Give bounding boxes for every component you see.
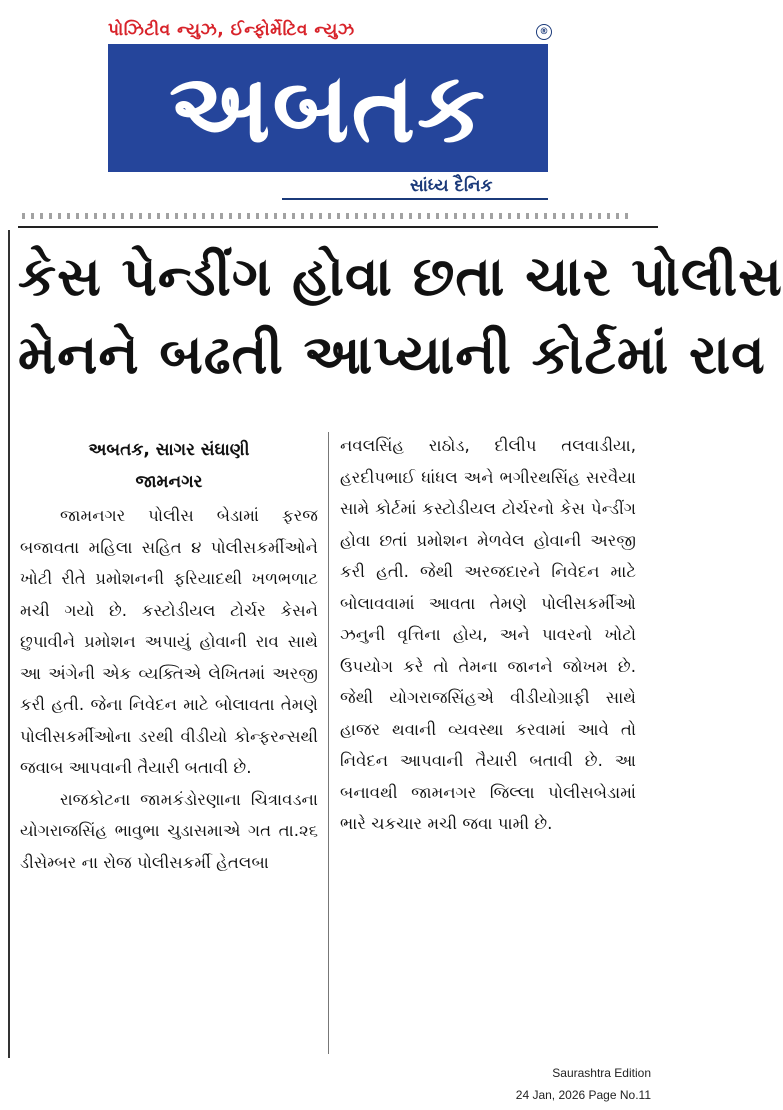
headline-line-1: કેસ પેન્ડીંગ હોવા છતા ચાર પોલીસ <box>18 245 783 308</box>
registered-mark-icon: ® <box>536 24 552 40</box>
article-paragraph: રાજકોટના જામકંડોરણાના ચિત્રાવડના યોગરાજસિંહ ભાવુભા ચુડાસમાએ ગત તા.૨૬ ડીસેમ્બર ના રોજ પોલીસકર્મી હેતલબા <box>20 789 318 872</box>
article-top-rule <box>18 226 658 228</box>
footer-date-page: 24 Jan, 2026 Page No.11 <box>515 1088 651 1102</box>
article-paragraph: નવલસિંહ રાઠોડ, દીલીપ તલવાડીયા, હરદીપભાઈ ધાંધલ અને ભગીરથસિંહ સરવૈયા સામે કોર્ટમાં કસ્ટોડીયલ ટોર્ચરનો કેસ પેન્ડીંગ હોવા છતાં પ્રમોશન મેળવેલ હોવાની અરજી કરી હતી. જેથી અરજદારને નિવેદન માટે બોલાવવામાં આવતા તેમણે પોલીસકર્મીઓ ઝનુની વૃત્તિના હોય, અને પાવરનો ખોટો ઉપયોગ કરે તો તેમના જાનને જોખમ છે. જેથી યોગરાજસિંહએ વીડીયોગ્રાફી સાથે હાજર થવાની વ્યવસ્થા કરવામાં આવે તો નિવેદન આપવાની તૈયારી બતાવી છે. આ બનાવથી જામનગર જિલ્લા પોલીસબેડામાં ભારે ચકચાર મચી જવા પામી છે. <box>340 436 636 833</box>
masthead-dotted-rule <box>22 213 632 219</box>
article-paragraph: જામનગર પોલીસ બેડામાં ફરજ બજાવતા મહિલા સહિત ૪ પોલીસકર્મીઓને ખોટી રીતે પ્રમોશનની ફરિયાદથી ખળભળાટ મચી ગયો છે. કસ્ટોડીયલ ટોર્ચર કેસને છુપાવીને પ્રમોશન અપાયું હોવાની રાવ સાથે આ અંગેની એક વ્યક્તિએ લેખિતમાં અરજી કરી હતી. જેના નિવેદન માટે બોલાવતા તેમણે પોલીસકર્મીઓના ડરથી વીડીયો કોન્ફરન્સથી જવાબ આપવાની તૈયારી બતાવી છે. <box>20 506 318 777</box>
byline <box>20 434 318 498</box>
headline-line-2: મેનને બઢતી આપ્યાની કોર્ટમાં રાવ <box>18 323 766 386</box>
masthead <box>0 0 661 220</box>
masthead-underline <box>282 198 548 200</box>
edition-type: સાંધ્ય દૈનિક <box>410 176 493 196</box>
logo-text: અબતક <box>169 52 487 164</box>
column-separator <box>328 432 329 1054</box>
article-column-left <box>20 500 318 878</box>
article-column-right <box>340 430 636 840</box>
byline-author: અબતક, સાગર સંઘાણી <box>88 440 250 460</box>
article-left-rule <box>8 230 10 1058</box>
newspaper-logo <box>108 44 548 172</box>
footer-edition: Saurashtra Edition <box>552 1066 651 1080</box>
masthead-tagline: પોઝિટીવ ન્યુઝ, ઈન્ફોર્મેટિવ ન્યુઝ <box>108 20 355 40</box>
byline-place: જામનગર <box>135 472 203 492</box>
article-headline <box>18 238 783 394</box>
